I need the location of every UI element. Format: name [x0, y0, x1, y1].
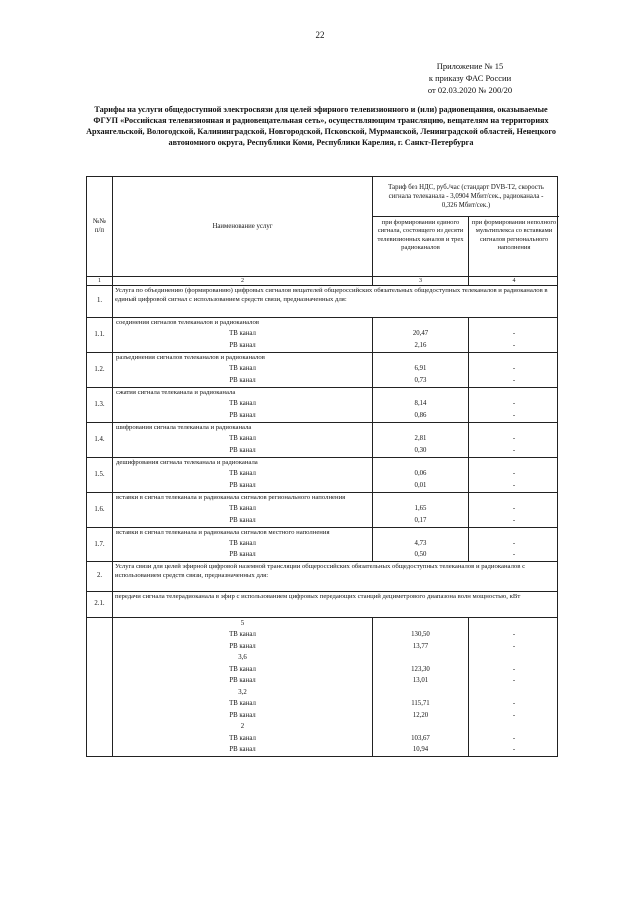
table-header: [87, 177, 557, 277]
section-2-row: [87, 562, 557, 592]
tv-value-col4: -: [512, 665, 516, 673]
subsection-label: соединения сигналов телеканалов и радиоканалов: [116, 319, 259, 326]
tv-value-col3: 0,06: [414, 470, 427, 478]
tv-channel-label: ТВ канал: [229, 734, 256, 742]
tv-value-col3: 2,81: [414, 435, 427, 443]
tv-value-col4: -: [512, 400, 516, 408]
power-rows: [87, 618, 557, 756]
tv-value-col3: 1,65: [414, 505, 427, 513]
tv-channel-label: ТВ канал: [229, 700, 256, 708]
subsection-groups: [87, 318, 557, 562]
header-name: Наименование услуг: [113, 177, 373, 277]
rv-channel-label: РВ канал: [229, 711, 256, 719]
rv-value-col4: -: [512, 746, 516, 754]
section-2-1-row: [87, 592, 557, 618]
appendix-line-3: от 02.03.2020 № 200/20: [427, 85, 513, 95]
tv-value-col4: -: [512, 365, 516, 373]
tv-value-col4: -: [512, 470, 516, 478]
subsection-row: [87, 423, 557, 458]
tv-channel-label: ТВ канал: [229, 400, 256, 408]
subsection-num: 1.4.: [87, 423, 113, 457]
rv-value-col3: 0,73: [414, 376, 427, 384]
subsection-label: вставки в сигнал телеканала и радиоканала сигналов местного наполнения: [116, 528, 330, 536]
section-2-text: Услуга связи для целей эфирной цифровой наземной трансляции общероссийских обязательных общедоступных телеканалов и радиоканалов с использованием средств связи, предназначенных для:: [115, 563, 526, 579]
rv-value-col4: -: [512, 376, 516, 384]
rv-value-col3: 10,94: [412, 746, 429, 754]
appendix-line-1: Приложение № 15: [436, 61, 504, 71]
column-numbers-row: [87, 277, 557, 286]
subsection-label: шифрования сигнала телеканала и радиоканала: [116, 424, 252, 431]
rv-value-col4: -: [512, 516, 516, 524]
header-num: №№ п/п: [87, 177, 113, 277]
tv-value-col4: -: [512, 539, 516, 547]
page-number: 22: [315, 30, 325, 40]
tv-channel-label: ТВ канал: [229, 631, 256, 639]
tv-value-col3: 115,71: [411, 700, 430, 708]
section-2-num: 2.: [87, 562, 113, 591]
rv-channel-label: РВ канал: [229, 642, 256, 650]
tv-channel-label: ТВ канал: [229, 365, 256, 373]
subsection-row: [87, 528, 557, 563]
rv-channel-label: РВ канал: [229, 516, 256, 524]
rv-value-col4: -: [512, 481, 516, 489]
subsection-label: дешифрования сигнала телеканала и радиоканала: [116, 459, 258, 466]
header-col4: при формировании неполного мультиплекса со вставками сигналов регионального наполнения: [471, 219, 557, 252]
rv-value-col4: -: [512, 677, 516, 685]
section-1-row: [87, 286, 557, 318]
header-tariff: Тариф без НДС, руб./час (стандарт DVB-T2, скорость сигнала телеканала - 3,0904 Мбит/сек., радиоканала - 0,326 Мбит/сек.): [373, 177, 559, 217]
subsection-row: [87, 493, 557, 528]
tv-value-col4: -: [512, 505, 516, 513]
header-col3: при формировании единого сигнала, состоящего из десяти телевизионных каналов и трех радиоканалов: [373, 217, 469, 277]
tv-channel-label: ТВ канал: [229, 665, 256, 673]
power-value: 5: [240, 619, 245, 627]
rv-channel-label: РВ канал: [229, 481, 256, 489]
rv-value-col4: -: [512, 446, 516, 454]
rv-value-col3: 0,86: [414, 411, 427, 419]
tv-value-col3: 6,91: [414, 365, 427, 373]
tv-channel-label: ТВ канал: [229, 539, 256, 547]
rv-value-col3: 13,01: [412, 677, 429, 685]
subsection-num: 1.5.: [87, 458, 113, 492]
subsection-label: разъединения сигналов телеканалов и радиоканалов: [116, 354, 265, 361]
rv-value-col4: -: [512, 711, 516, 719]
rv-value-col4: -: [512, 411, 516, 419]
col-number-3: 3: [373, 277, 469, 285]
tariff-table: [86, 176, 558, 757]
section-1-num: 1.: [87, 286, 113, 317]
rv-value-col3: 0,01: [414, 481, 427, 489]
appendix-line-2: к приказу ФАС России: [428, 73, 512, 83]
rv-channel-label: РВ канал: [229, 446, 256, 454]
subsection-row: [87, 318, 557, 353]
rv-value-col3: 2,16: [414, 341, 427, 349]
power-groups: [87, 618, 557, 756]
power-value: 2: [240, 723, 245, 731]
section-2-1-text: передачи сигнала телерадиоканала в эфир с использованием цифровых передающих станций дециметрового диапазона волн мощностью, кВт: [115, 593, 521, 601]
subsection-label: вставки в сигнал телеканала и радиоканала сигналов регионального наполнения: [116, 494, 346, 501]
subsection-num: 1.2.: [87, 353, 113, 387]
rv-value-col3: 0,17: [414, 516, 427, 524]
tv-value-col3: 4,73: [414, 539, 427, 547]
rv-channel-label: РВ канал: [229, 677, 256, 685]
subsection-label: сжатия сигнала телеканала и радиоканала: [116, 389, 236, 396]
rv-value-col4: -: [512, 551, 516, 559]
subsection-num: 1.6.: [87, 493, 113, 527]
header-tariff-group: [373, 177, 559, 277]
tv-value-col3: 20,47: [412, 330, 429, 338]
col-number-4: 4: [512, 278, 516, 284]
rv-value-col3: 12,20: [412, 711, 429, 719]
rv-channel-label: РВ канал: [229, 551, 256, 559]
rv-value-col3: 13,77: [412, 642, 429, 650]
tv-value-col4: -: [512, 631, 516, 639]
appendix-note: [400, 60, 540, 96]
tv-value-col3: 130,50: [411, 631, 430, 639]
rv-channel-label: РВ канал: [229, 746, 256, 754]
rv-channel-label: РВ канал: [229, 376, 256, 384]
tv-value-col3: 103,67: [411, 734, 430, 742]
subsection-num: 1.7.: [87, 528, 113, 562]
tv-value-col4: -: [512, 700, 516, 708]
section-2-1-num: 2.1.: [87, 592, 113, 617]
rv-value-col3: 0,50: [414, 551, 427, 559]
subsection-num: 1.1.: [87, 318, 113, 352]
tv-value-col4: -: [512, 330, 516, 338]
col-number-2: 2: [113, 277, 373, 285]
rv-value-col4: -: [512, 341, 516, 349]
subsection-row: [87, 353, 557, 388]
tv-channel-label: ТВ канал: [229, 330, 256, 338]
rv-channel-label: РВ канал: [229, 341, 256, 349]
col-number-1: 1: [87, 277, 113, 285]
tv-channel-label: ТВ канал: [229, 505, 256, 513]
subsection-row: [87, 388, 557, 423]
rv-value-col3: 0,30: [414, 446, 427, 454]
subsection-row: [87, 458, 557, 493]
tv-value-col4: -: [512, 734, 516, 742]
tv-channel-label: ТВ канал: [229, 470, 256, 478]
tv-channel-label: ТВ канал: [229, 435, 256, 443]
subsection-num: 1.3.: [87, 388, 113, 422]
power-value: 3,2: [238, 688, 247, 696]
tv-value-col4: -: [512, 435, 516, 443]
rv-channel-label: РВ канал: [229, 411, 256, 419]
document-title: Тарифы на услуги общедоступной электросвязи для целей эфирного телевизионного и (или) радиовещания, оказываемые ФГУП «Российская телевизионная и радиовещательная сеть», осуществляющим трансляцию, вещателям на территориях Архангельской, Вологодской, Калининградской, Новгородской, Псковской, Мурманской, Ленинградской областей, Ненецкого автономного округа, Республики Коми, Республики Карелия, г. Санкт-Петербурга: [86, 105, 556, 147]
section-1-text: Услуга по объединению (формированию) цифровых сигналов вещателей общероссийских обязательных общедоступных телеканалов и радиоканалов в единый цифровой сигнал с использованием средств связи, предназначенных для:: [115, 287, 548, 303]
tv-value-col3: 123,30: [411, 665, 430, 673]
tv-value-col3: 8,14: [414, 400, 427, 408]
power-value: 3,6: [238, 654, 247, 662]
rv-value-col4: -: [512, 642, 516, 650]
